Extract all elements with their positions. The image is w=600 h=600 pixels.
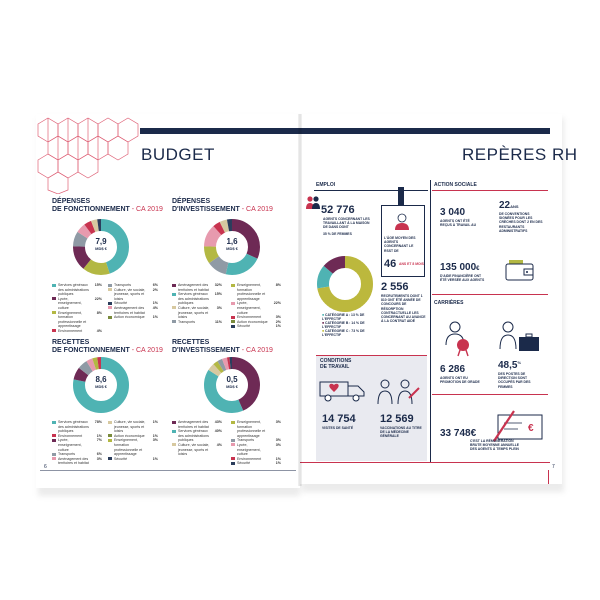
section-heading-carrieres: CARRIÈRES <box>434 300 464 306</box>
legend-swatch <box>108 316 112 319</box>
legend-swatch <box>52 457 56 460</box>
legend-swatch <box>231 302 235 305</box>
column-divider <box>430 180 431 462</box>
section-heading-conditions: CONDITIONS DE TRAVAIL <box>320 358 352 370</box>
legend-value: 15% <box>214 292 222 297</box>
stat-aide-financiere-text: D'AIDE FINANCIÈRE ONT ÉTÉ VERSÉE AUX AGENTS <box>440 274 485 283</box>
legend-value: 6% <box>152 283 158 287</box>
stat-agents-recus-text: AGENTS ONT ÉTÉ REÇUS À TRAVAIL AU <box>440 219 477 228</box>
stat-vaccinations-text: VACCINATIONS AU TITRE DE LA MÉDECINE GÉNÉRALE <box>380 426 422 439</box>
section-heading-emploi: EMPLOI <box>316 182 336 188</box>
legend-value: 32% <box>214 283 222 287</box>
legend-label: Transports <box>58 452 76 457</box>
legend-swatch <box>231 316 235 319</box>
legend-item <box>108 457 158 462</box>
legend-swatch <box>52 421 56 424</box>
category-b-label: ■ CATÉGORIE B : 14 % DE L'EFFECTIF <box>322 321 365 330</box>
left-header-bar <box>140 128 300 134</box>
chart-title-recettes-fonctionnement: RECETTES DE FONCTIONNEMENT - CA 2019 <box>52 339 163 354</box>
legend-swatch <box>52 311 56 314</box>
section-rule <box>432 190 548 191</box>
legend-label: Transports <box>178 319 196 324</box>
legend-label: Services généraux des administrations publiques <box>58 420 89 434</box>
legend-label: Action économique <box>114 433 145 438</box>
legend-depenses-investissement-a <box>172 283 222 324</box>
right-header-bar <box>300 128 550 134</box>
legend-label: Services généraux des administrations publiques <box>58 283 89 297</box>
legend-label: Environnement <box>58 433 83 438</box>
legend-label: Culture, vie sociale, jeunesse, sports et loisirs <box>114 420 146 434</box>
legend-swatch <box>172 421 176 424</box>
legend-recettes-fonctionnement-a <box>52 420 102 466</box>
page-number: 7 <box>552 464 555 470</box>
legend-item <box>172 292 222 306</box>
legend-value: 3% <box>152 438 158 443</box>
legend-swatch <box>231 421 235 424</box>
hexagon-pattern-icon <box>36 114 154 194</box>
legend-swatch <box>52 329 56 332</box>
legend-value: 1% <box>152 420 158 424</box>
legend-value: 1% <box>275 461 281 466</box>
category-a-label: ■ CATÉGORIE A : 13 % DE L'EFFECTIF <box>322 313 365 322</box>
legend-value: 22% <box>94 296 102 301</box>
legend-depenses-fonctionnement-a <box>52 283 102 334</box>
section-rule <box>314 190 428 191</box>
legend-item <box>172 283 222 292</box>
legend-value: 2% <box>275 319 281 324</box>
legend-item <box>108 288 158 302</box>
donut-chart-categories <box>316 255 374 313</box>
legend-label: Sécurité <box>114 456 128 461</box>
legend-value: 2% <box>152 287 158 292</box>
legend-label: Enseignement, formation professionnelle et apprentissage <box>237 283 266 301</box>
legend-label: Enseignement, formation professionnelle et apprentissage <box>114 438 143 457</box>
legend-label: Lycée, enseignement, culture <box>237 442 261 457</box>
legend-recettes-fonctionnement-b <box>108 420 158 461</box>
footer-tick <box>548 470 549 484</box>
legend-item <box>52 311 102 329</box>
stat-visites: 14 754 <box>322 413 356 425</box>
legend-item <box>172 443 222 457</box>
legend-value: 1% <box>275 324 281 329</box>
donut-center-value: 8,6 MD$ € <box>95 375 107 389</box>
legend-depenses-fonctionnement-b <box>108 283 158 320</box>
legend-swatch <box>172 320 176 323</box>
legend-item <box>108 306 158 315</box>
legend-swatch <box>108 434 112 437</box>
legend-label: Services généraux des administrations publiques <box>178 429 209 443</box>
legend-label: Environnement <box>237 315 262 320</box>
user-badge-icon <box>393 212 411 232</box>
legend-item <box>52 438 102 452</box>
chart-title-recettes-investissement: RECETTES D'INVESTISSEMENT - CA 2019 <box>172 339 273 354</box>
legend-swatch <box>108 306 112 309</box>
donut-center-value: 7,9 MD$ € <box>95 237 107 251</box>
legend-value: 78% <box>94 420 102 424</box>
legend-item <box>231 283 281 301</box>
footer-rule <box>40 470 296 471</box>
legend-swatch <box>231 325 235 328</box>
legend-value: 1% <box>96 433 102 438</box>
legend-value: 6% <box>96 452 102 457</box>
legend-item <box>108 420 158 434</box>
legend-value: 8% <box>96 310 102 315</box>
legend-swatch <box>52 453 56 456</box>
legend-swatch <box>231 439 235 442</box>
legend-swatch <box>231 457 235 460</box>
legend-item <box>172 306 222 320</box>
legend-item <box>231 324 281 329</box>
legend-recettes-investissement-b <box>231 420 281 466</box>
legend-label: Enseignement, formation professionnelle et apprentissage <box>237 420 266 438</box>
legend-swatch <box>52 439 56 442</box>
svg-text:€: € <box>528 423 534 434</box>
legend-swatch <box>108 457 112 460</box>
stat-visites-text: VISITES DE SANTÉ <box>322 426 354 430</box>
stat-postes-femmes-text: DES POSTES DE DIRECTION SONT OCCUPÉS PAR DES FEMMES <box>498 372 531 389</box>
legend-swatch <box>172 284 176 287</box>
legend-label: Lycée, enseignement, culture <box>58 438 82 452</box>
stat-agents-text: AGENTS CONCERNANT LES TRAVAILLANT À LA MAISON DE DANS DONT <box>323 217 370 230</box>
legend-label: Services généraux des administrations publiques <box>178 292 209 306</box>
legend-recettes-investissement-a <box>172 420 222 457</box>
legend-value: 1% <box>152 433 158 438</box>
legend-swatch <box>108 439 112 442</box>
section-rule <box>432 294 548 295</box>
legend-swatch <box>231 462 235 465</box>
legend-label: Action économique <box>114 315 145 320</box>
footer-rule <box>300 462 550 463</box>
legend-label: Environnement <box>237 456 262 461</box>
vaccination-icon <box>375 376 421 406</box>
ambulance-icon <box>318 376 366 404</box>
businesswoman-icon <box>497 319 543 357</box>
legend-item <box>172 320 222 325</box>
page-title: REPÈRES RH <box>462 145 578 164</box>
legend-value: 3% <box>275 315 281 320</box>
legend-value: 3% <box>275 420 281 424</box>
section-rule <box>432 394 548 395</box>
legend-item <box>52 420 102 434</box>
stat-conventions: 22ANS <box>499 200 519 211</box>
legend-swatch <box>52 297 56 300</box>
legend-label: Lycée, enseignement, culture <box>237 301 261 315</box>
legend-swatch <box>231 443 235 446</box>
legend-value: 1% <box>152 301 158 306</box>
legend-label: Aménagement des territoires et habitat <box>114 305 145 315</box>
legend-item <box>231 420 281 438</box>
legend-value: 1% <box>152 456 158 461</box>
stat-age-text: L'ÂGE MOYEN DES AGENTS CONCERNANT LE RSST DE <box>384 236 416 253</box>
legend-label: Lycée, enseignement, culture <box>58 296 82 310</box>
stat-age-unit: ANS ET 8 MOIS <box>399 262 424 266</box>
stat-agents-recus: 3 040 <box>440 207 466 218</box>
legend-value: 8% <box>275 283 281 287</box>
legend-item <box>172 420 222 429</box>
legend-value: 7% <box>96 438 102 443</box>
legend-value: 1% <box>152 315 158 320</box>
stat-remuneration: 33 748€ <box>440 428 477 439</box>
legend-label: Culture, vie sociale, jeunesse, sports et loisirs <box>178 442 210 457</box>
legend-label: Action économique <box>237 319 268 324</box>
donut-center-value: 0,5 MD$ € <box>226 375 238 389</box>
legend-value: 22% <box>273 301 281 306</box>
legend-label: Aménagement des territoires et habitat <box>178 420 209 429</box>
legend-value: 4% <box>152 305 158 310</box>
legend-value: 3% <box>96 456 102 461</box>
legend-label: Aménagement des territoires et habitat <box>178 283 209 292</box>
page-title: BUDGET <box>141 145 215 164</box>
stat-recrutements: 2 556 <box>381 281 409 293</box>
legend-label: Environnement <box>58 328 83 333</box>
stat-age-value: 46 <box>384 258 397 270</box>
stat-recrutements-text: RECRUTEMENTS DONT 1 810 ONT ÉTÉ ANNÉE DE CONCOURS DE RÉSORPTION CONTRACTUELLE LES CONCERNANT AU AVANCE À LA CONTRAT AIDÉ <box>381 294 426 324</box>
legend-swatch <box>231 284 235 287</box>
legend-label: Culture, vie sociale, jeunesse, sports et loisirs <box>114 287 146 301</box>
legend-label: Aménagement des territoires et habitat <box>58 456 89 466</box>
legend-label: Transports <box>114 283 132 287</box>
legend-value: 3% <box>275 442 281 447</box>
stat-conventions-text: DE CONVENTIONS SIGNÉES POUR LES CRÈCHES DONT 2 EN DES RESTAURANTS ADMINISTRATIFS <box>499 212 543 233</box>
legend-label: Sécurité <box>237 461 251 466</box>
legend-swatch <box>172 443 176 446</box>
legend-swatch <box>172 293 176 296</box>
section-rule <box>316 355 427 356</box>
spine <box>298 114 302 486</box>
legend-value: 3% <box>275 438 281 443</box>
page-number: 6 <box>44 464 47 470</box>
award-icon <box>440 319 470 357</box>
chart-title-depenses-fonctionnement: DÉPENSES DE FONCTIONNEMENT - CA 2019 <box>52 198 163 213</box>
legend-swatch <box>108 288 112 291</box>
legend-value: 43% <box>214 420 222 424</box>
legend-item <box>52 297 102 311</box>
legend-value: 4% <box>96 328 102 333</box>
stat-postes-femmes: 48,5% <box>498 360 522 371</box>
legend-label: Transports <box>237 438 255 443</box>
stat-promotions-text: AGENTS ONT EU PROMOTION DE GRADE <box>440 376 480 385</box>
donut-center-value: 1,6 MD$ € <box>226 237 238 251</box>
legend-value: 3% <box>216 305 222 310</box>
legend-label: Sécurité <box>114 301 128 306</box>
legend-swatch <box>108 284 112 287</box>
stat-vaccinations: 12 569 <box>380 413 414 425</box>
legend-value: 1% <box>275 456 281 461</box>
legend-item <box>172 429 222 443</box>
legend-item <box>52 329 102 334</box>
stat-agents-women: 35 % DE FEMMES <box>323 232 352 236</box>
stat-aide-financiere: 135 000€ <box>440 262 480 273</box>
legend-swatch <box>52 284 56 287</box>
legend-item <box>231 301 281 315</box>
people-icon <box>305 195 321 213</box>
legend-value: 15% <box>94 283 102 287</box>
legend-swatch <box>52 434 56 437</box>
category-c-label: ■ CATÉGORIE C : 73 % DE L'EFFECTIF <box>322 329 365 338</box>
legend-swatch <box>172 430 176 433</box>
legend-depenses-investissement-b <box>231 283 281 329</box>
legend-item <box>52 283 102 297</box>
legend-label: Enseignement, formation professionnelle et apprentissage <box>58 310 87 329</box>
stat-agents: 52 776 <box>321 204 355 216</box>
legend-label: Culture, vie sociale, jeunesse, sports et loisirs <box>178 305 210 320</box>
legend-item <box>108 315 158 320</box>
conditions-panel <box>316 355 427 461</box>
wallet-icon <box>505 258 535 282</box>
legend-swatch <box>108 302 112 305</box>
legend-swatch <box>172 306 176 309</box>
legend-item <box>52 457 102 466</box>
stat-remuneration-text: C'EST LA RÉMUNÉRATION BRUTE MOYENNE ANNUELLE DES AGENTS À TEMPS PLEIN <box>470 439 520 452</box>
legend-item <box>231 461 281 466</box>
legend-item <box>231 443 281 457</box>
section-heading-action-sociale: ACTION SOCIALE <box>434 182 477 188</box>
legend-swatch <box>108 421 112 424</box>
legend-value: 40% <box>214 429 222 434</box>
legend-value: 11% <box>215 319 222 324</box>
legend-value: 4% <box>216 442 222 447</box>
legend-swatch <box>231 320 235 323</box>
legend-item <box>108 438 158 456</box>
legend-label: Sécurité <box>237 324 251 329</box>
stat-promotions: 6 286 <box>440 364 466 375</box>
chart-title-depenses-investissement: DÉPENSES D'INVESTISSEMENT - CA 2019 <box>172 198 273 213</box>
